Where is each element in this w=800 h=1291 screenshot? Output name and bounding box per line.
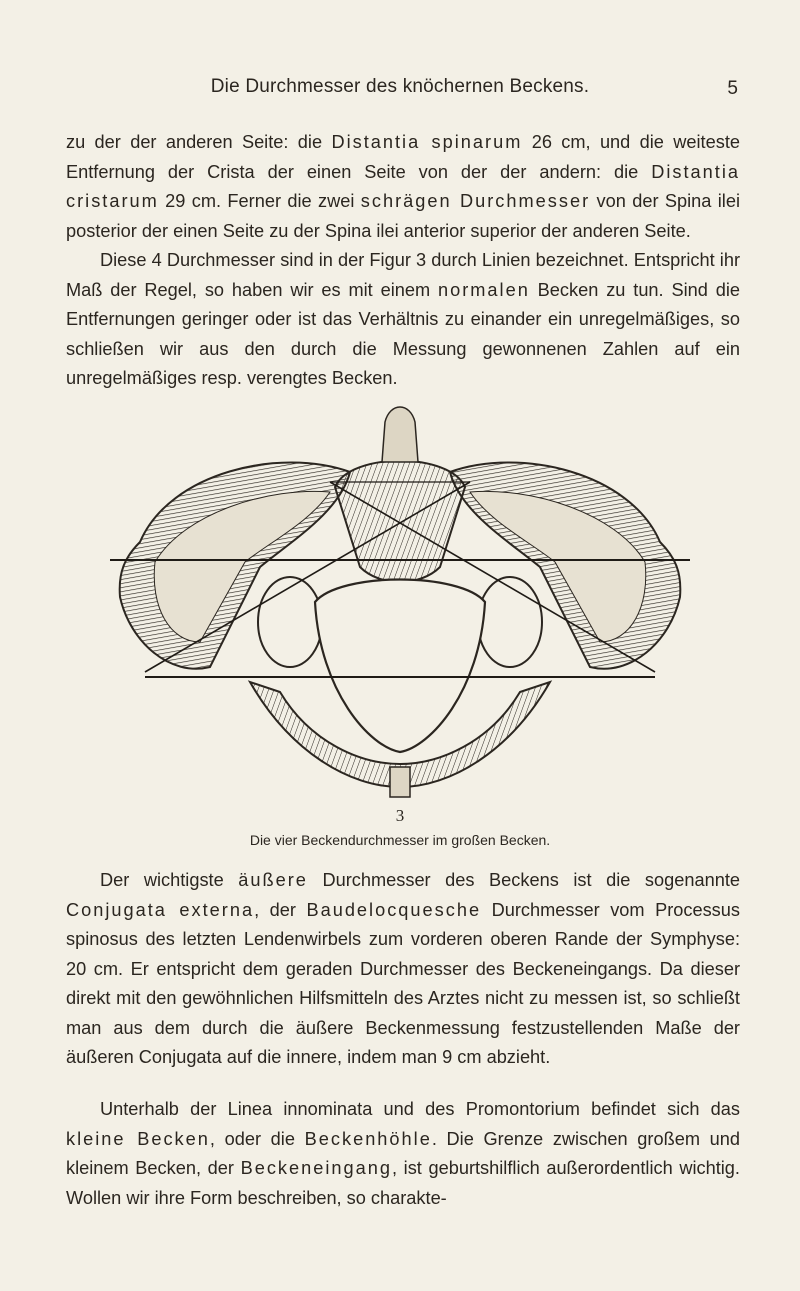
text-run: 29 cm. Ferner die zwei [158,191,361,211]
term-kleine-becken: kleine Becken [66,1128,210,1149]
text-run: . Die Grenze zwischen großem und kleinem Becken, der [66,1128,740,1178]
text-run: Der wichtigste [100,870,239,890]
text-run: zu der der anderen Seite: die [66,132,332,152]
left-obturator-foramen [258,577,322,667]
term-conjugata-externa: Conjugata externa [66,899,255,920]
figure-caption: Die vier Beckendurchmesser im großen Becken. [249,832,551,848]
text-run: Durchmesser des Beckens ist die sogenannte [307,870,740,890]
text-run: Unterhalb der Linea innominata und des Promontorium befindet sich das [100,1099,740,1119]
paragraph-distantia [66,128,740,394]
pelvic-inlet [315,580,485,753]
page-number: 5 [727,78,738,99]
term-beckeneingang: Beckeneingang [240,1158,392,1178]
text-run: von der Spina ilei posterior der einen Seite zu der Spina ilei anterior superior der anderen Seite. [66,191,741,241]
term-normalen: normalen [437,279,530,300]
text-run: , der [254,899,307,920]
running-title: Die Durchmesser des knöchernen Beckens. [210,76,590,97]
term-distantia-cristarum: Distantia cristarum [66,161,740,211]
term-baudelocquesche: Baudelocquesche [306,899,482,920]
sacrum [335,461,465,582]
paragraph-kleines-becken [66,1095,740,1213]
right-obturator-foramen [478,577,542,667]
text-run: 26 cm, und die weiteste Entfernung der Crista der einen Seite von der der andern: die [66,132,740,182]
pelvis-illustration [100,392,700,812]
text-run: , ist geburtshilflich außerordentlich wichtig. Wollen wir ihre Form beschreiben, so charakte- [66,1158,740,1208]
paragraph-conjugata-externa [66,866,740,1073]
term-beckenhoehle: Beckenhöhle [304,1128,432,1149]
term-distantia-spinarum: Distantia spinarum [331,132,523,152]
text-run: Durchmesser vom Processus spinosus des letzten Lendenwirbels zum vorderen oberen Rande der Symphyse: 20 cm. Er entspricht dem geraden Durchmesser des Beckeneingangs. Da dieser direkt mit den gewöhnlichen Hilfsmitteln des Arztes nicht zu messen ist, so schließt man aus dem durch die äußere Beckenmessung festzustellenden Maße der äußeren Conjugata auf die innere, indem man 9 cm abzieht. [66,899,740,1067]
term-aeussere: äußere [238,870,308,890]
text-run: Becken zu tun. Sind die Entfernungen geringer oder ist das Verhältnis zu einander ein unregelmäßiges, so schließen wir aus den durch die Messung gewonnenen Zahlen auf ein unregelmäßiges resp. verengtes Becken. [66,279,740,388]
symphysis [390,767,410,797]
figure-number: 3 [395,806,405,825]
paragraph-normal-becken [66,246,740,394]
term-schraegen-durchmesser: schrägen Durchmesser [360,191,591,211]
text-run: Diese 4 Durchmesser sind in der Figur 3 durch Linien bezeichnet. Entspricht ihr Maß der Regel, so haben wir es mit einem [66,250,740,300]
text-run: , oder die [209,1128,305,1149]
